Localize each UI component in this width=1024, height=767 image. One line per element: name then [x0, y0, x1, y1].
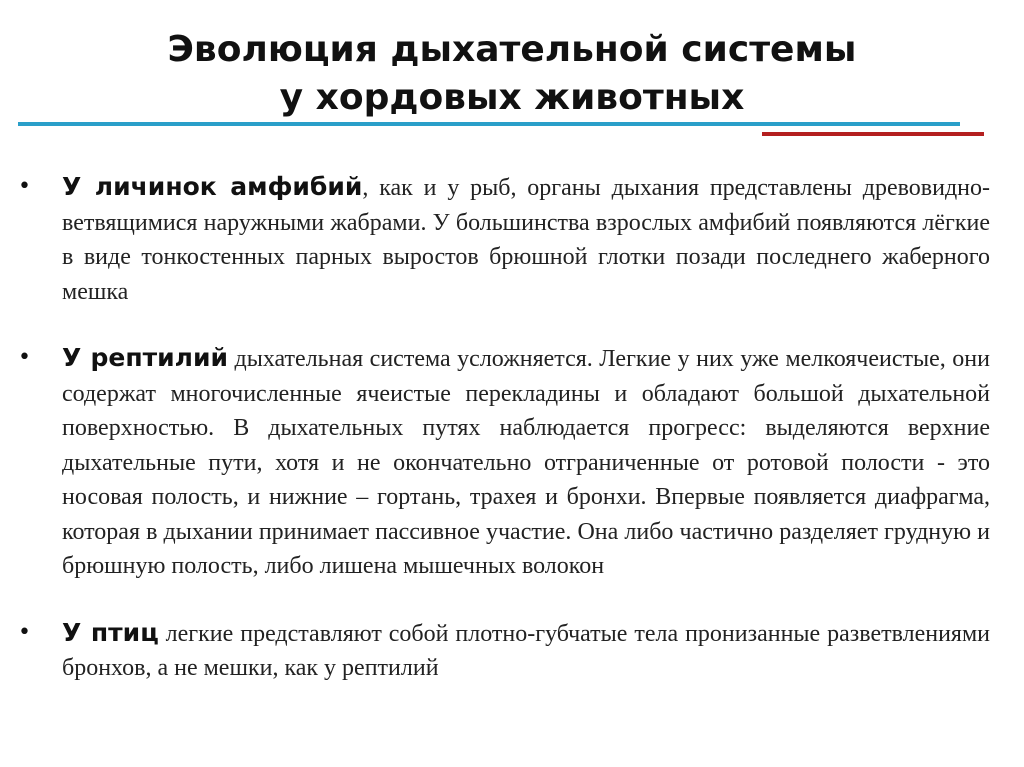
- bullet-list: [18, 170, 990, 718]
- title-underline-blue: [18, 122, 960, 126]
- bullet-text-reptiles: дыхательная система усложняется. Легкие у них уже мелкоячеистые, они содержат многочисленные ячеистые перекладины и обладают большой дыхательной поверхностью. В дыхательных путях наблюдается прогресс: выделяются верхние дыхательные пути, хотя и не окончательно отграниченные от ротовой полости - это носовая полость, и нижние – гортань, трахея и бронхи. Впервые появляется диафрагма, которая в дыхании принимает пассивное участие. Она либо частично разделяет грудную и брюшную полость, либо лишена мышечных волокон: [62, 346, 990, 579]
- slide-title: [0, 26, 1024, 122]
- bullet-text-amphibians: , как и у рыб, органы дыхания представлены древовидно-ветвящимися наружными жабрами. У большинства взрослых амфибий появляются лёгкие в виде тонкостенных парных выростов брюшной глотки позади последнего жаберного мешка: [62, 175, 990, 305]
- title-underline-red: [762, 132, 984, 136]
- bullet-amphibians: [18, 170, 990, 309]
- bullet-lead-birds: У птиц: [62, 617, 159, 647]
- slide-title-line-2: у хордовых животных: [279, 77, 745, 118]
- slide-title-line-1: Эволюция дыхательной системы: [167, 29, 857, 70]
- bullet-birds: [18, 616, 990, 686]
- bullet-text-birds: легкие представляют собой плотно-губчатые тела пронизанные разветвлениями бронхов, а не мешки, как у рептилий: [62, 620, 990, 681]
- bullet-lead-amphibians: У личинок амфибий: [62, 172, 363, 201]
- bullet-reptiles: [18, 341, 990, 584]
- bullet-dot-icon: •: [18, 345, 31, 370]
- bullet-dot-icon: •: [18, 174, 31, 199]
- bullet-lead-reptiles: У рептилий: [62, 343, 228, 372]
- bullet-dot-icon: •: [18, 619, 31, 645]
